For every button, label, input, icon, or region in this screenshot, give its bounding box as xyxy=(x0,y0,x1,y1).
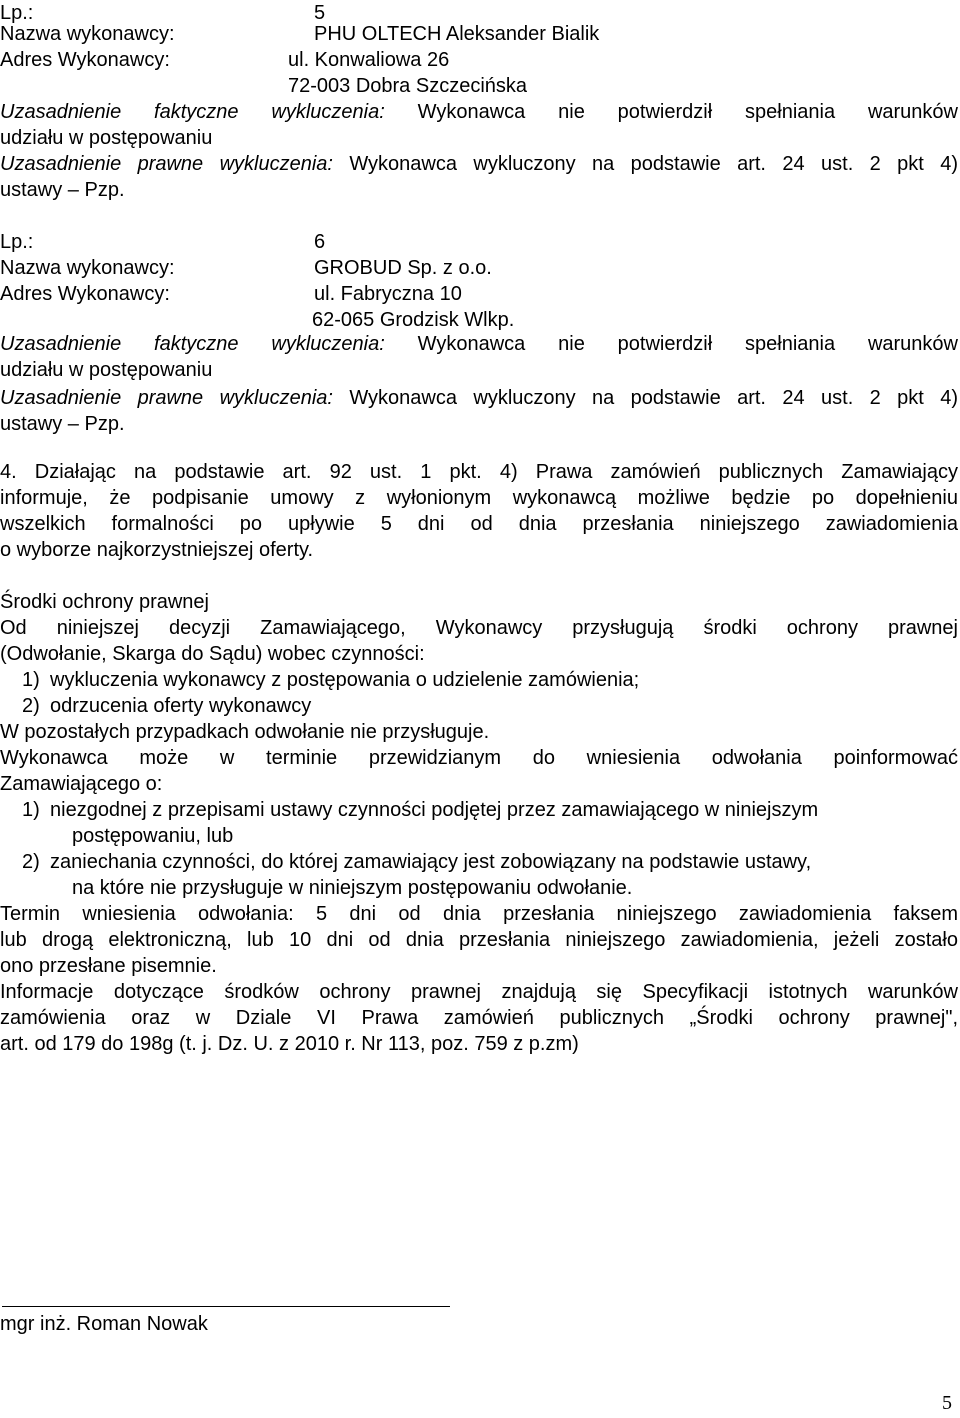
lp-label: Lp.: xyxy=(0,2,34,24)
name-value: GROBUD Sp. z o.o. xyxy=(314,257,492,279)
list-item xyxy=(0,667,958,693)
address-line1: ul. Konwaliowa 26 xyxy=(288,49,450,71)
remedies-intro-cont: (Odwołanie, Skarga do Sądu) wobec czynności: xyxy=(0,643,425,665)
deadline-text: Termin wniesienia odwołania: 5 dni od dnia przesłania niniejszego zawiadomienia faksem xyxy=(0,903,958,925)
remedies-heading: Środki ochrony prawnej xyxy=(0,591,209,613)
legal-text-cont: ustawy – Pzp. xyxy=(0,179,125,201)
info-text: art. od 179 do 198g (t. j. Dz. U. z 2010 r. Nr 113, poz. 759 z p.zm) xyxy=(0,1033,579,1055)
name-label: Nazwa wykonawcy: xyxy=(0,23,175,45)
legal-text: Wykonawca wykluczony na podstawie art. 24 ust. 2 pkt 4) xyxy=(349,153,958,175)
list-item-text: odrzucenia oferty wykonawcy xyxy=(50,695,312,717)
signature-name: mgr inż. Roman Nowak xyxy=(0,1313,208,1335)
page-number: 5 xyxy=(942,1392,952,1414)
address-row xyxy=(0,47,958,73)
lp-row xyxy=(0,229,958,255)
legal-label: Uzasadnienie prawne wykluczenia: xyxy=(0,153,333,175)
remedies-intro: Od niniejszej decyzji Zamawiającego, Wykonawcy przysługują środki ochrony prawnej xyxy=(0,617,958,639)
list-item-number: 2) xyxy=(22,695,40,717)
list-item-number: 1) xyxy=(22,669,40,691)
legal-label: Uzasadnienie prawne wykluczenia: xyxy=(0,387,333,409)
list-item-text: wykluczenia wykonawcy z postępowania o udzielenie zamówienia; xyxy=(50,669,640,691)
lp-value: 5 xyxy=(314,2,326,24)
factual-label: Uzasadnienie faktyczne wykluczenia: xyxy=(0,101,385,123)
factual-text: Wykonawca nie potwierdził spełniania warunków xyxy=(417,101,958,123)
signature-line xyxy=(2,1306,450,1307)
name-row xyxy=(0,21,958,47)
list-item-number: 1) xyxy=(22,799,40,821)
deadline-text: ono przesłane pisemnie. xyxy=(0,955,217,977)
name-row xyxy=(0,255,958,281)
section4-line: wszelkich formalności po upływie 5 dni od dnia przesłania niniejszego zawiadomienia xyxy=(0,513,958,535)
list-item xyxy=(0,797,958,823)
factual-justification xyxy=(0,331,958,357)
factual-label: Uzasadnienie faktyczne wykluczenia: xyxy=(0,333,385,355)
address-line2: 72-003 Dobra Szczecińska xyxy=(288,75,528,97)
inform-text: Wykonawca może w terminie przewidzianym do wniesienia odwołania poinformować xyxy=(0,747,958,769)
factual-justification xyxy=(0,99,958,125)
section4-line: o wyborze najkorzystniejszej oferty. xyxy=(0,539,314,561)
address-row xyxy=(0,281,958,307)
list-item-text-cont: na które nie przysługuje w niniejszym postępowaniu odwołanie. xyxy=(72,877,633,899)
address-line1: ul. Fabryczna 10 xyxy=(314,283,462,305)
address-label: Adres Wykonawcy: xyxy=(0,283,170,305)
info-text: zamówienia oraz w Dziale VI Prawa zamówień publicznych „Środki ochrony prawnej", xyxy=(0,1007,958,1029)
legal-text-cont: ustawy – Pzp. xyxy=(0,413,125,435)
list-item-number: 2) xyxy=(22,851,40,873)
lp-value: 6 xyxy=(314,231,326,253)
list-item-text: niezgodnej z przepisami ustawy czynności podjętej przez zamawiającego w niniejszym xyxy=(50,799,819,821)
list-item xyxy=(0,849,958,875)
legal-text: Wykonawca wykluczony na podstawie art. 24 ust. 2 pkt 4) xyxy=(349,387,958,409)
section4-line: 4. Działając na podstawie art. 92 ust. 1 pkt. 4) Prawa zamówień publicznych Zamawiający xyxy=(0,461,958,483)
factual-text: Wykonawca nie potwierdził spełniania warunków xyxy=(417,333,958,355)
factual-text-cont: udziału w postępowaniu xyxy=(0,127,213,149)
lp-label: Lp.: xyxy=(0,231,34,253)
section4-line: informuje, że podpisanie umowy z wyłonionym wykonawcą możliwe będzie po dopełnieniu xyxy=(0,487,958,509)
info-text: Informacje dotyczące środków ochrony prawnej znajdują się Specyfikacji istotnych warunków xyxy=(0,981,958,1003)
list-item xyxy=(0,693,958,719)
name-label: Nazwa wykonawcy: xyxy=(0,257,175,279)
list-item-text: zaniechania czynności, do której zamawiający jest zobowiązany na podstawie ustawy, xyxy=(50,851,812,873)
legal-justification xyxy=(0,151,958,177)
list-item-text-cont: postępowaniu, lub xyxy=(72,825,234,847)
address-label: Adres Wykonawcy: xyxy=(0,49,170,71)
factual-text-cont: udziału w postępowaniu xyxy=(0,359,213,381)
deadline-text: lub drogą elektroniczną, lub 10 dni od dnia przesłania niniejszego zawiadomienia, jeżeli zostało xyxy=(0,929,958,951)
other-cases: W pozostałych przypadkach odwołanie nie przysługuje. xyxy=(0,721,490,743)
name-value: PHU OLTECH Aleksander Bialik xyxy=(314,23,600,45)
legal-justification xyxy=(0,385,958,411)
address-line2: 62-065 Grodzisk Wlkp. xyxy=(312,309,515,331)
inform-text-cont: Zamawiającego o: xyxy=(0,773,163,795)
